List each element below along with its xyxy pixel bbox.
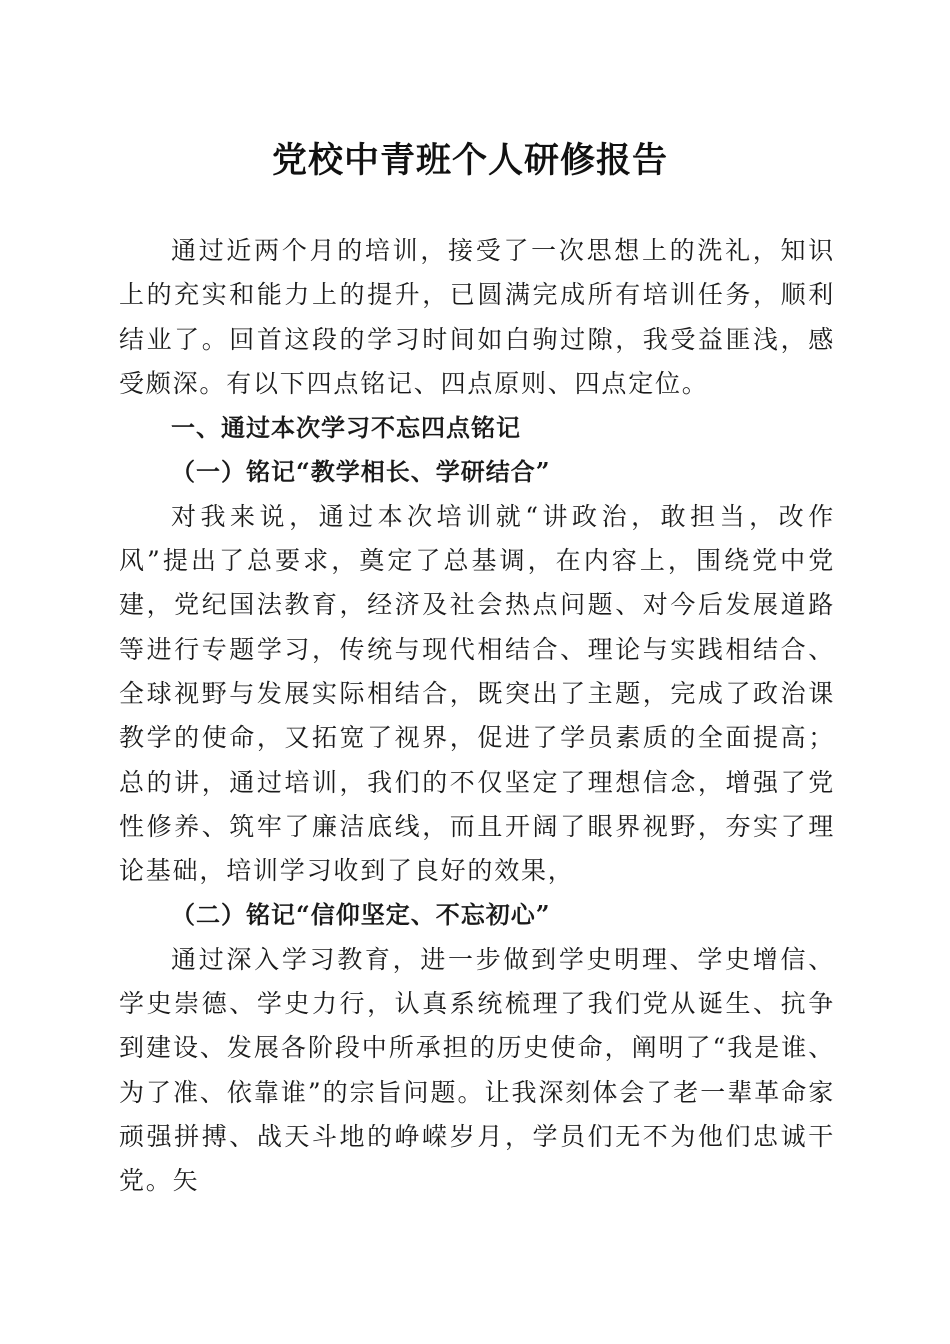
subsection-2-heading: （二）铭记“信仰坚定、不忘初心” — [171, 900, 551, 930]
intro-paragraph: 通过近两个月的培训，接受了一次思想上的洗礼，知识上的充实和能力上的提升，已圆满完成所有培训任务，顺利结业了。回首这段的学习时间如白驹过隙，我受益匪浅，感受颇深。有以下四点铭记、四点原则、四点定位。 — [119, 236, 835, 398]
subsection-1-heading: （一）铭记“教学相长、学研结合” — [171, 457, 551, 487]
subsection-2-paragraph: 通过深入学习教育，进一步做到学史明理、学史增信、学史崇德、学史力行，认真系统梳理了我们党从诞生、抗争到建设、发展各阶段中所承担的历史使命，阐明了“我是谁、为了准、依靠谁”的宗旨问题。让我深刻体会了老一辈革命家顽强拼搏、战天斗地的峥嵘岁月，学员们无不为他们忠诚干党。矢 — [119, 944, 835, 1196]
document-title: 党校中青班个人研修报告 — [271, 140, 668, 181]
document-body — [119, 229, 835, 1204]
subsection-1-paragraph: 对我来说，通过本次培训就“讲政治，敢担当，改作风”提出了总要求，奠定了总基调，在内容上，围绕党中党建，党纪国法教育，经济及社会热点问题、对今后发展道路等进行专题学习，传统与现代相结合、理论与实践相结合、全球视野与发展实际相结合，既突出了主题，完成了政治课教学的使命，又拓宽了视界，促进了学员素质的全面提高；总的讲，通过培训，我们的不仅坚定了理想信念，增强了党性修养、筑牢了廉洁底线，而且开阔了眼界视野，夯实了理论基础，培训学习收到了良好的效果， — [119, 501, 835, 886]
section-1-heading: 一、通过本次学习不忘四点铭记 — [171, 414, 521, 443]
